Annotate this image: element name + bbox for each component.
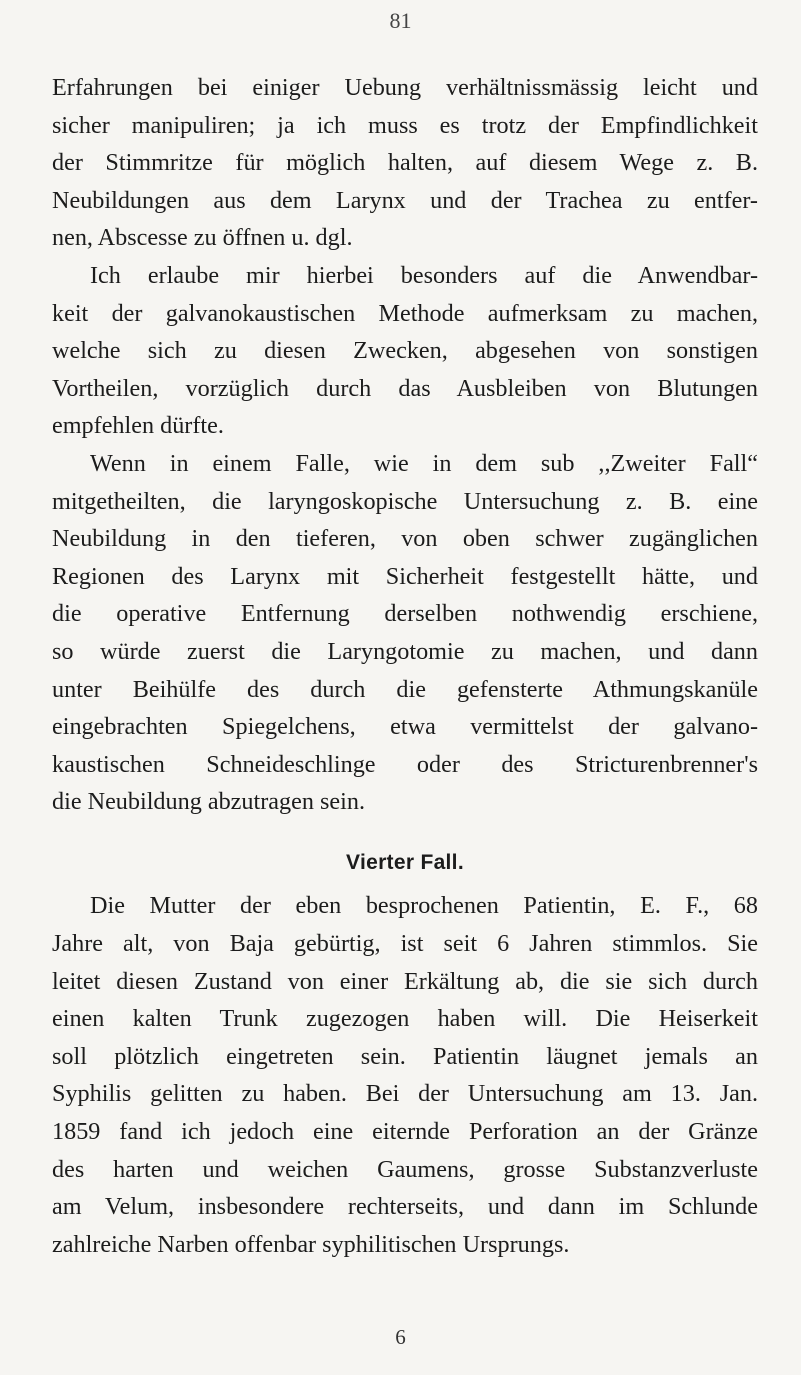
text-line: Neubildungen aus dem Larynx und der Trachea zu entfer- [52,186,758,214]
paragraph-4 [52,887,758,1263]
signature-mark: 6 [395,1325,406,1349]
paragraph-3 [52,445,758,821]
text-line: der Stimmritze für möglich halten, auf diesem Wege z. B. [52,149,758,177]
text-line: welche sich zu diesen Zwecken, abgesehen von sonstigen [52,337,758,365]
text-line: Regionen des Larynx mit Sicherheit festgestellt hätte, und [52,562,758,590]
text-line: soll plötzlich eingetreten sein. Patientin läugnet jemals an [52,1042,758,1070]
text-line: keit der galvanokaustischen Methode aufmerksam zu machen, [52,299,758,327]
text-line: mitgetheilten, die laryngoskopische Untersuchung z. B. eine [52,487,758,515]
text-line: des harten und weichen Gaumens, grosse Substanzverluste [52,1155,758,1183]
text-line: die Neubildung abzutragen sein. [52,788,365,816]
text-line: empfehlen dürfte. [52,412,224,440]
text-line: einen kalten Trunk zugezogen haben will. Die Heiserkeit [52,1005,758,1033]
body-text [52,69,758,1263]
text-line: zahlreiche Narben offenbar syphilitischen Ursprungs. [52,1230,570,1258]
text-line: Vortheilen, vorzüglich durch das Ausbleiben von Blutungen [52,374,758,402]
paragraph-2 [52,257,758,445]
text-line: so würde zuerst die Laryngotomie zu machen, und dann [52,637,758,665]
text-line: 1859 fand ich jedoch eine eiternde Perforation an der Gränze [52,1118,758,1146]
text-line: die operative Entfernung derselben nothwendig erschiene, [52,600,758,628]
section-heading: Vierter Fall. [346,850,464,874]
text-line: Syphilis gelitten zu haben. Bei der Untersuchung am 13. Jan. [52,1080,758,1108]
paragraph-1 [52,69,758,257]
text-line: unter Beihülfe des durch die gefensterte Athmungskanüle [52,675,758,703]
text-line: eingebrachten Spiegelchens, etwa vermittelst der galvano- [52,713,758,741]
text-line: Wenn in einem Falle, wie in dem sub ,,Zweiter Fall“ [90,449,758,477]
text-line: Neubildung in den tieferen, von oben schwer zugänglichen [52,525,758,553]
text-line: Die Mutter der eben besprochenen Patientin, E. F., 68 [90,892,758,920]
text-line: Erfahrungen bei einiger Uebung verhältnissmässig leicht und [52,74,758,101]
text-line: am Velum, insbesondere rechterseits, und dann im Schlunde [52,1193,758,1221]
text-line: nen, Abscesse zu öffnen u. dgl. [52,224,353,252]
page-number: 81 [389,8,412,33]
text-line: kaustischen Schneideschlinge oder des Stricturenbrenner's [52,750,758,778]
text-line: Jahre alt, von Baja gebürtig, ist seit 6 Jahren stimmlos. Sie [52,930,758,958]
text-line: Ich erlaube mir hierbei besonders auf die Anwendbar- [90,261,758,289]
text-line: leitet diesen Zustand von einer Erkältung ab, die sie sich durch [52,967,758,995]
text-line: sicher manipuliren; ja ich muss es trotz der Empfindlichkeit [52,111,758,139]
